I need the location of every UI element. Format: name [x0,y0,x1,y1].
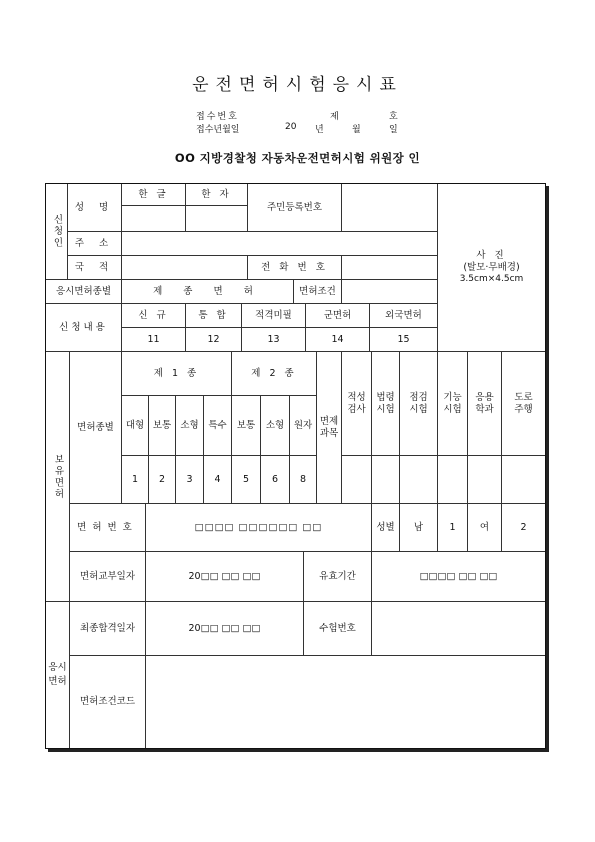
exempt-skill-box[interactable] [438,456,468,504]
application-form [45,183,546,749]
subject-road [502,352,545,456]
subject-applied-text: 응용학과 [475,391,494,415]
photo-size: 3.5cm×4.5cm [459,273,524,284]
receipt-no-label: 접수번호 [196,112,239,122]
subject-law-text: 법령시험 [376,391,395,415]
receipt-date-label: 접수년월일 [196,125,240,135]
subject-aptitude-text: 적성검사 [347,391,366,415]
license-condition-field[interactable] [342,280,438,304]
type-small1: 소형 [176,396,204,456]
type-code-6[interactable]: 6 [261,456,290,504]
final-pass-date-label: 최종합격일자 [70,602,146,656]
final-pass-date-field[interactable]: 20□□ □□ □□ [146,602,304,656]
subject-inspection [400,352,438,456]
type-code-2[interactable]: 2 [149,456,176,504]
app-item-merge: 통 합 [186,304,242,328]
name-hanja-field[interactable] [186,206,248,232]
form-title: 운전면허시험응시표 [192,75,403,95]
license-no-field[interactable]: □□□□ □□□□□□ □□ [146,504,372,552]
app-item-foreign: 외국면허 [370,304,438,328]
receipt-no-je: 제 [330,112,339,122]
issue-date-field[interactable]: 20□□ □□ □□ [146,552,304,602]
exam-no-label: 수험번호 [304,602,372,656]
license-condition-label: 면허조건 [294,280,342,304]
app-code-15[interactable]: 15 [370,328,438,352]
subject-road-text: 도로주행 [514,391,533,415]
app-item-military: 군면허 [306,304,370,328]
rrn-field[interactable] [342,184,438,232]
exempt-applied-box[interactable] [468,456,502,504]
subject-skill-text: 기능시험 [443,391,462,415]
address-label: 주 소 [68,232,122,256]
receipt-date-wol: 월 [352,125,361,135]
type-code-1[interactable]: 1 [122,456,149,504]
receipt-date-nyeon: 년 [315,125,324,135]
subject-inspection-text: 점검시험 [409,391,428,415]
photo-box [438,184,545,352]
receipt-date-il: 일 [389,125,398,135]
type-large: 대형 [122,396,149,456]
subject-law [372,352,400,456]
applied-section-label [46,602,70,748]
address-field[interactable] [122,232,438,256]
form-subtitle: OO 지방경찰청 자동차운전면허시험 위원장 인 [174,151,421,165]
subject-skill [438,352,468,456]
type-normal2: 보통 [232,396,261,456]
exempt-road-box[interactable] [502,456,545,504]
exempt-law-box[interactable] [372,456,400,504]
receipt-no-ho: 호 [389,112,398,122]
name-label: 성 명 [68,184,122,232]
type-small2: 소형 [261,396,290,456]
applicant-section-label [46,184,68,280]
type-code-4[interactable]: 4 [204,456,232,504]
exam-type-field[interactable]: 제 종 면 허 [122,280,294,304]
phone-field[interactable] [342,256,438,280]
exempt-aptitude-box[interactable] [342,456,372,504]
app-item-new: 신 규 [122,304,186,328]
issue-date-label: 면허교부일자 [70,552,146,602]
nationality-field[interactable] [122,256,248,280]
photo-label: 사 진 [476,250,507,261]
app-code-13[interactable]: 13 [242,328,306,352]
applicant-section-text: 신청인 [51,214,63,249]
held-section-label [46,352,70,602]
exempt-subjects-text: 면제과목 [319,415,339,439]
gender-male-label: 남 [400,504,438,552]
rrn-label: 주민등록번호 [248,184,342,232]
type-special: 특수 [204,396,232,456]
name-hangul-field[interactable] [122,206,186,232]
license-no-label: 면허번호 [70,504,146,552]
app-code-14[interactable]: 14 [306,328,370,352]
subject-applied [468,352,502,456]
class1-label: 제 1 종 [122,352,232,396]
valid-period-label: 유효기간 [304,552,372,602]
gender-female-label: 여 [468,504,502,552]
subject-aptitude [342,352,372,456]
app-code-12[interactable]: 12 [186,328,242,352]
application-label: 신청내용 [46,304,122,352]
receipt-date-year: 20 [285,122,297,132]
license-kind-label: 면허종별 [70,352,122,504]
type-code-8[interactable]: 8 [290,456,317,504]
condition-code-field[interactable] [146,656,545,748]
app-code-11[interactable]: 11 [122,328,186,352]
exam-no-field[interactable] [372,602,545,656]
held-section-text: 보유면허 [52,453,64,500]
hanja-label: 한 자 [186,184,248,206]
phone-label: 전 화 번 호 [248,256,342,280]
type-normal1: 보통 [149,396,176,456]
gender-female-code[interactable]: 2 [502,504,545,552]
exempt-subjects-label [317,352,342,504]
applied-section-text: 응시면허 [48,661,67,687]
type-moped: 원자 [290,396,317,456]
hangul-label: 한 글 [122,184,186,206]
gender-male-code[interactable]: 1 [438,504,468,552]
exempt-inspection-box[interactable] [400,456,438,504]
exam-type-label: 응시면허종별 [46,280,122,304]
class2-label: 제 2 종 [232,352,317,396]
photo-condition: (탈모·무배경) [463,261,520,273]
app-item-aptitude: 적격미필 [242,304,306,328]
nationality-label: 국 적 [68,256,122,280]
condition-code-label: 면허조건코드 [70,656,146,748]
valid-period-field[interactable]: □□□□ □□ □□ [372,552,545,602]
type-code-5[interactable]: 5 [232,456,261,504]
gender-label: 성별 [372,504,400,552]
type-code-3[interactable]: 3 [176,456,204,504]
